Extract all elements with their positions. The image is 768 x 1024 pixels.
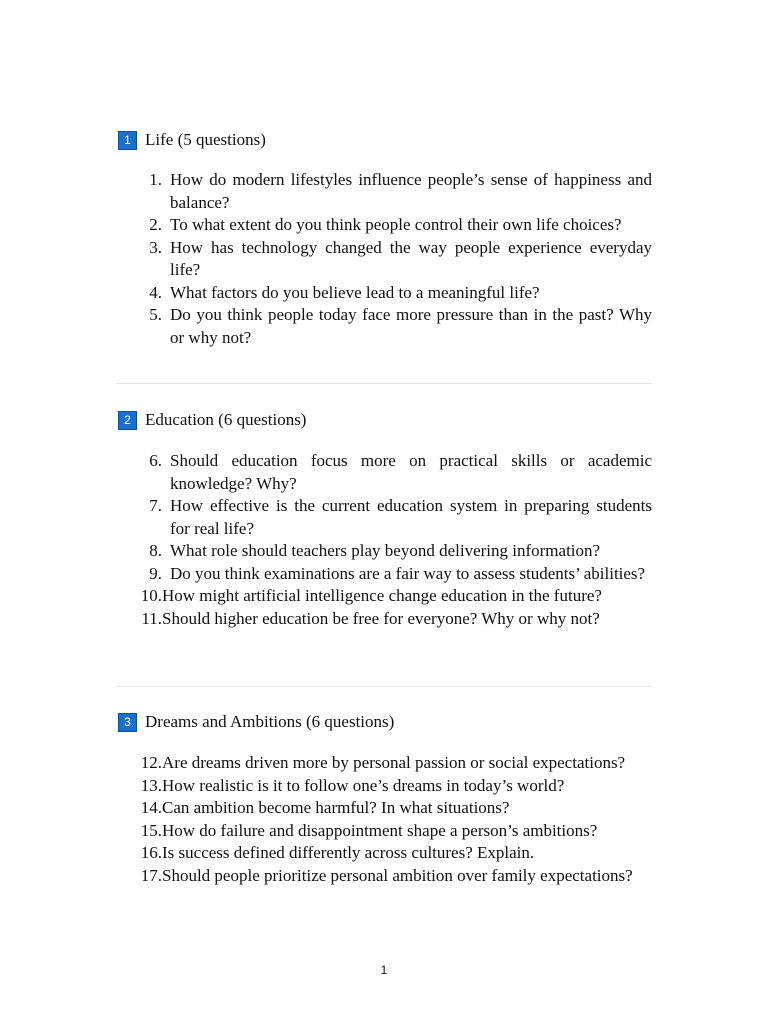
list-item [136, 540, 652, 563]
section-title: Education (6 questions) [145, 410, 307, 429]
question-text: Do you think people today face more pressure than in the past? Why or why not? [170, 305, 652, 347]
question-text: What role should teachers play beyond delivering information? [170, 541, 601, 560]
question-text: Should higher education be free for everyone? Why or why not? [162, 608, 600, 628]
question-number: 14. [140, 798, 162, 817]
page-number: 1 [380, 963, 388, 977]
question-text: Should education focus more on practical skills or academic knowledge? Why? [170, 451, 652, 493]
list-item [136, 585, 652, 608]
question-number: 10. [140, 586, 162, 605]
question-number: 13. [140, 775, 162, 795]
list-item [136, 820, 652, 843]
question-number: 5. [149, 305, 162, 324]
section-education [118, 409, 652, 431]
question-list-education [136, 450, 652, 630]
question-number: 1. [149, 170, 162, 189]
list-item [136, 237, 652, 282]
list-item [136, 842, 652, 865]
section-life [118, 129, 652, 151]
list-item [136, 752, 652, 775]
question-text: How do failure and disappointment shape a person’s ambitions? [162, 820, 598, 840]
question-text: How do modern lifestyles influence people’s sense of happiness and balance? [170, 170, 652, 212]
list-item [136, 282, 652, 305]
question-number: 6. [149, 451, 162, 470]
list-item [136, 775, 652, 798]
question-number: 16. [140, 843, 162, 862]
question-number: 3. [149, 237, 162, 257]
section-divider [116, 383, 652, 384]
question-text: To what extent do you think people control their own life choices? [170, 215, 622, 234]
list-item [136, 450, 652, 495]
question-text: How effective is the current education system in preparing students for real life? [170, 496, 652, 538]
list-item [136, 304, 652, 349]
list-item [136, 865, 652, 888]
question-text: Do you think examinations are a fair way to assess students’ abilities? [170, 563, 646, 583]
question-list-dreams [136, 752, 652, 887]
section-number-badge: 1 [118, 131, 137, 150]
section-number-badge: 3 [118, 713, 137, 732]
question-number: 2. [149, 215, 162, 234]
list-item [136, 563, 652, 586]
section-title: Life (5 questions) [145, 130, 266, 149]
section-heading [118, 711, 652, 733]
list-item [136, 169, 652, 214]
section-number-badge: 2 [118, 411, 137, 430]
section-dreams-and-ambitions [118, 711, 652, 733]
question-number: 8. [149, 541, 162, 560]
question-text: What factors do you believe lead to a meaningful life? [170, 282, 540, 302]
question-text: How realistic is it to follow one’s dreams in today’s world? [162, 775, 565, 795]
question-text: Is success defined differently across cultures? Explain. [162, 843, 535, 862]
question-text: Should people prioritize personal ambition over family expectations? [162, 865, 633, 885]
question-number: 17. [140, 865, 162, 885]
question-list-life [136, 169, 652, 349]
question-number: 4. [149, 282, 162, 302]
question-number: 12. [140, 753, 162, 772]
question-number: 7. [149, 496, 162, 515]
list-item [136, 797, 652, 820]
section-heading [118, 129, 652, 151]
question-number: 11. [141, 608, 162, 628]
question-text: Can ambition become harmful? In what situations? [162, 798, 510, 817]
list-item [136, 608, 652, 631]
list-item [136, 214, 652, 237]
question-text: How has technology changed the way people experience everyday life? [170, 237, 652, 279]
question-number: 15. [140, 820, 162, 840]
section-divider [116, 686, 652, 687]
question-number: 9. [149, 563, 162, 583]
question-text: Are dreams driven more by personal passion or social expectations? [162, 753, 626, 772]
question-text: How might artificial intelligence change education in the future? [162, 586, 602, 605]
list-item [136, 495, 652, 540]
section-heading [118, 409, 652, 431]
section-title: Dreams and Ambitions (6 questions) [145, 712, 395, 731]
